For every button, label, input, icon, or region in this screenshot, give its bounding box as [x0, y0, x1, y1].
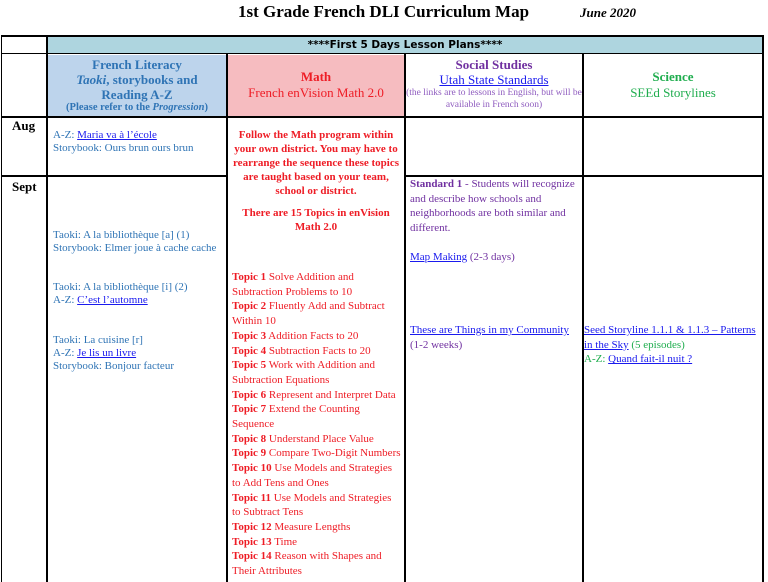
community-link[interactable]: These are Things in my Community: [410, 324, 569, 336]
math-topic: Topic 6 Represent and Interpret Data: [232, 388, 396, 401]
math-topic: Topic 11 Use Models and Strategies to Subtract Tens: [232, 491, 392, 519]
grid-line: [46, 35, 48, 582]
literacy-note: (Please refer to the Progression): [66, 102, 208, 113]
automne-link[interactable]: C’est l’automne: [77, 294, 148, 306]
social-note: (the links are to lessons in English, but will be available in French soon): [406, 88, 582, 110]
grid-line: [405, 175, 764, 177]
math-topic: Topic 5 Work with Addition and Subtraction Equations: [232, 359, 376, 386]
livre-link[interactable]: Je lis un livre: [77, 347, 137, 359]
sept-literacy-1: Taoki: A la bibliothèque [a] (1) Storybook: Elmer joue à cache cache: [53, 229, 217, 254]
storyline-link[interactable]: Seed Storyline 1.1.1 & 1.1.3 – Patterns in the Sky: [584, 324, 756, 351]
math-note: Follow the Math program within your own district. You may have to rearrange the sequence these topics are taught based on your team, school or district.: [233, 129, 399, 197]
math-topic: Topic 8 Understand Place Value: [232, 432, 374, 445]
math-count: There are 15 Topics in enVision Math 2.0: [242, 207, 390, 233]
social-map: Map Making (2-3 days): [410, 251, 515, 263]
math-topic: Topic 10 Use Models and Strategies to Add Tens and Ones: [232, 462, 393, 489]
math-topic: Topic 7 Extend the Counting Sequence: [232, 403, 360, 431]
math-subtitle: French enVision Math 2.0: [248, 85, 384, 100]
math-header: [228, 55, 404, 116]
math-topic: Topic 3 Addition Facts to 20: [232, 329, 359, 342]
literacy-title: French Literacy: [92, 57, 182, 72]
math-topic: Topic 1 Solve Addition and Subtraction Problems to 10: [232, 271, 354, 298]
science-subtitle: SEEd Storylines: [630, 85, 716, 100]
month-aug: Aug: [12, 118, 36, 133]
science-header: [584, 55, 762, 101]
math-topics: [232, 270, 402, 579]
page-title: 1st Grade French DLI Curriculum Map: [238, 2, 530, 21]
math-topic: Topic 2 Fluently Add and Subtract Within 10: [232, 300, 385, 328]
quand-link[interactable]: Quand fait-il nuit ?: [608, 353, 693, 366]
utah-standards-link[interactable]: Utah State Standards: [439, 72, 549, 87]
math-topic: Topic 13 Time: [232, 535, 298, 548]
month-sept: Sept: [12, 179, 37, 194]
grid-line: [582, 54, 584, 582]
social-header: [406, 55, 582, 111]
grid-line: [1, 175, 228, 177]
math-topic: Topic 9 Compare Two-Digit Numbers: [232, 447, 401, 460]
date: June 2020: [580, 5, 636, 20]
sept-literacy-3: Taoki: La cuisine [r] A-Z: Je lis un livre Storybook: Bonjour facteur: [53, 334, 174, 372]
math-topic: Topic 12 Measure Lengths: [232, 520, 351, 533]
grid-line: [1, 53, 764, 54]
math-topic: Topic 14 Reason with Shapes and Their Attributes: [232, 550, 382, 578]
maria-link[interactable]: Maria va à l’école: [77, 129, 157, 141]
map-making-link[interactable]: Map Making: [410, 251, 468, 263]
grid-line: [762, 35, 764, 582]
grid-line: [1, 116, 764, 118]
social-community: These are Things in my Community (1-2 weeks): [410, 324, 569, 351]
literacy-header: [48, 55, 226, 116]
sept-literacy-2: Taoki: A la bibliothèque [i] (2) A-Z: C’est l’automne: [53, 281, 188, 306]
literacy-subtitle: Taoki, storybooks and: [76, 72, 198, 87]
grid-line: [1, 35, 764, 37]
literacy-subtitle-2: Reading A-Z: [101, 87, 173, 102]
grid-line: [1, 35, 2, 582]
math-topic: Topic 4 Subtraction Facts to 20: [232, 344, 371, 357]
aug-literacy: A-Z: Maria va à l’école Storybook: Ours brun ours brun: [53, 129, 194, 154]
science-storyline: Seed Storyline 1.1.1 & 1.1.3 – Patterns in the Sky (5 episodes) A-Z: Quand fait-il nuit ?: [584, 324, 756, 366]
social-title: Social Studies: [455, 57, 533, 72]
banner: ****First 5 Days Lesson Plans****: [48, 37, 762, 54]
grid-line: [404, 54, 406, 582]
science-title: Science: [652, 69, 694, 84]
math-title: Math: [300, 69, 332, 84]
social-standard: Standard 1 - Students will recognize and describe how schools and neighborhoods are both similar and different.: [410, 178, 575, 235]
grid-line: [226, 54, 228, 582]
